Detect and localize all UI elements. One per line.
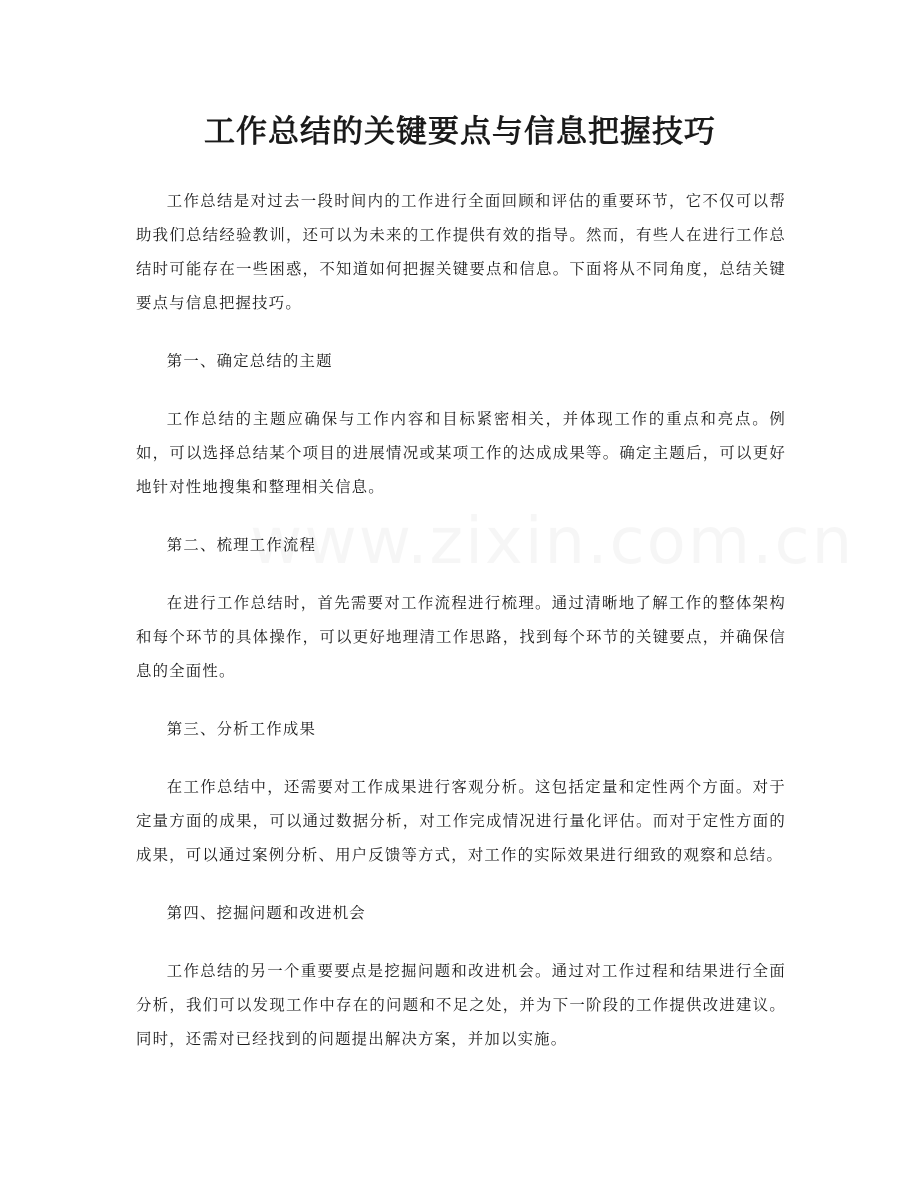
section-heading-1: 第一、确定总结的主题	[166, 352, 333, 370]
section-heading-3: 第三、分析工作成果	[166, 720, 317, 738]
section-paragraph-4: 工作总结的另一个重要要点是挖掘问题和改进机会。通过对工作过程和结果进行全面分析，我们可以发现工作中存在的问题和不足之处，并为下一阶段的工作提供改进建议。同时，还需对已经找到的问题提出解决方案，并加以实施。	[136, 962, 786, 1048]
section-paragraph-2: 在进行工作总结时，首先需要对工作流程进行梳理。通过清晰地了解工作的整体架构和每个环节的具体操作，可以更好地理清工作思路，找到每个环节的关键要点，并确保信息的全面性。	[136, 594, 786, 680]
section-heading-4: 第四、挖掘问题和改进机会	[166, 904, 366, 922]
document-title: 工作总结的关键要点与信息把握技巧	[204, 114, 716, 150]
section-paragraph-1: 工作总结的主题应确保与工作内容和目标紧密相关，并体现工作的重点和亮点。例如，可以选择总结某个项目的进展情况或某项工作的达成成果等。确定主题后，可以更好地针对性地搜集和整理相关信息。	[136, 410, 786, 496]
section-heading-2: 第二、梳理工作流程	[166, 536, 317, 554]
intro-paragraph: 工作总结是对过去一段时间内的工作进行全面回顾和评估的重要环节，它不仅可以帮助我们总结经验教训，还可以为未来的工作提供有效的指导。然而，有些人在进行工作总结时可能存在一些困惑，不知道如何把握关键要点和信息。下面将从不同角度，总结关键要点与信息把握技巧。	[136, 192, 786, 312]
section-paragraph-3: 在工作总结中，还需要对工作成果进行客观分析。这包括定量和定性两个方面。对于定量方面的成果，可以通过数据分析，对工作完成情况进行量化评估。而对于定性方面的成果，可以通过案例分析、用户反馈等方式，对工作的实际效果进行细致的观察和总结。	[136, 778, 786, 864]
document-body	[136, 184, 786, 1080]
